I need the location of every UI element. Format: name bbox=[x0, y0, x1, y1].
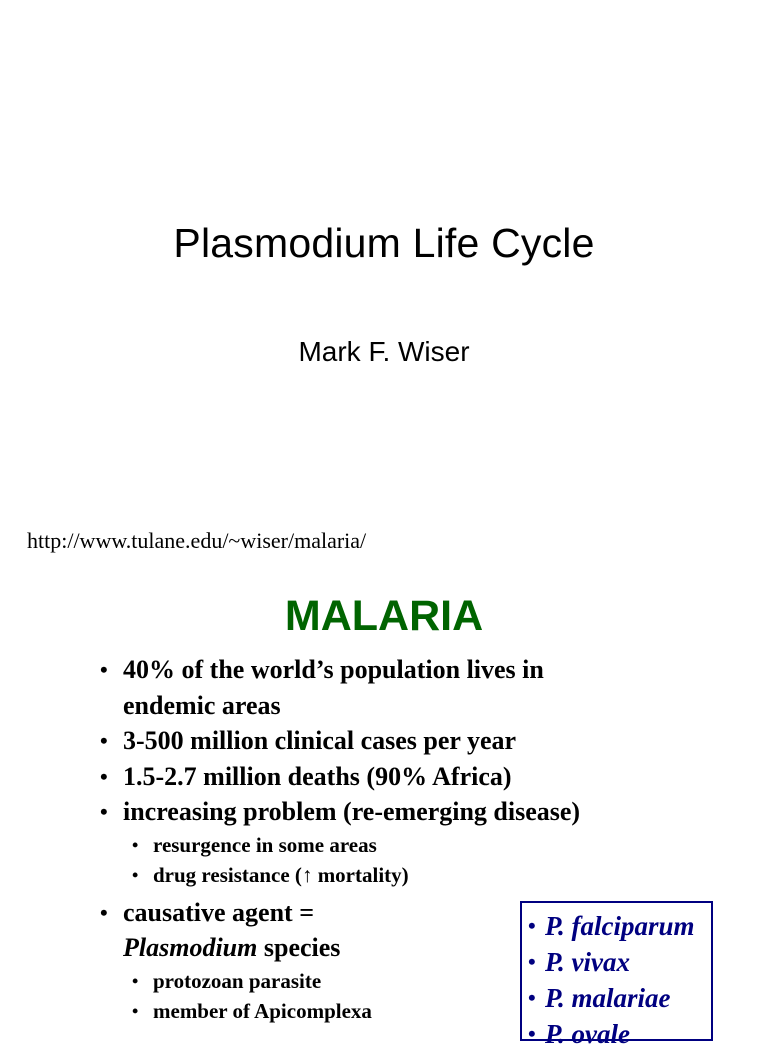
source-url[interactable]: http://www.tulane.edu/~wiser/malaria/ bbox=[27, 528, 367, 553]
up-arrow-icon: ↑ bbox=[301, 862, 313, 887]
species-box bbox=[520, 901, 713, 1049]
bullet-text: 40% of the world’s population lives in bbox=[123, 655, 544, 684]
bullet-icon: • bbox=[528, 985, 536, 1010]
species-name: P. falciparum bbox=[545, 911, 695, 941]
species-item bbox=[528, 944, 711, 980]
bullet-icon: • bbox=[528, 1021, 536, 1046]
bullet-text: increasing problem (re-emerging disease) bbox=[123, 797, 581, 826]
list-item bbox=[100, 759, 660, 795]
species-item bbox=[528, 980, 711, 1016]
species-item bbox=[528, 908, 711, 944]
bullet-text-continued: endemic areas bbox=[123, 690, 281, 720]
list-item bbox=[100, 652, 660, 723]
malaria-heading: MALARIA bbox=[284, 592, 484, 640]
bullet-icon: • bbox=[528, 949, 536, 974]
sub-bullet-icon: • bbox=[132, 834, 139, 855]
sub-bullet-icon: • bbox=[132, 970, 139, 991]
list-item bbox=[100, 723, 660, 759]
sub-bullet-text-end: mortality) bbox=[312, 862, 409, 887]
sub-list-item bbox=[100, 860, 660, 890]
bullet-icon: • bbox=[100, 899, 108, 925]
sub-bullet-text: member of Apicomplexa bbox=[153, 998, 372, 1023]
bullet-text: causative agent = bbox=[123, 897, 315, 927]
bullet-icon: • bbox=[100, 799, 108, 824]
bullet-text-continued: species bbox=[257, 933, 341, 962]
slide-title: Plasmodium Life Cycle bbox=[173, 220, 595, 266]
bullet-text: 1.5-2.7 million deaths (90% Africa) bbox=[123, 761, 512, 791]
species-name: P. ovale bbox=[545, 1019, 630, 1049]
bullet-icon: • bbox=[100, 728, 108, 753]
sub-bullet-text: drug resistance ( bbox=[153, 862, 302, 887]
sub-list-item bbox=[100, 830, 660, 860]
species-name: P. vivax bbox=[545, 947, 630, 977]
list-item bbox=[100, 794, 660, 830]
genus-name: Plasmodium bbox=[123, 933, 258, 962]
sub-bullet-icon: • bbox=[132, 1000, 139, 1021]
sub-bullet-text: resurgence in some areas bbox=[153, 832, 377, 857]
sub-bullet-text: protozoan parasite bbox=[153, 968, 322, 993]
bullet-icon: • bbox=[100, 657, 108, 682]
sub-bullet-icon: • bbox=[132, 864, 139, 885]
bullet-icon: • bbox=[528, 913, 536, 938]
bullet-icon: • bbox=[100, 763, 108, 789]
slide-author: Mark F. Wiser bbox=[298, 336, 470, 367]
species-item bbox=[528, 1016, 711, 1052]
bullet-text: 3-500 million clinical cases per year bbox=[123, 726, 517, 755]
species-name: P. malariae bbox=[545, 983, 671, 1013]
